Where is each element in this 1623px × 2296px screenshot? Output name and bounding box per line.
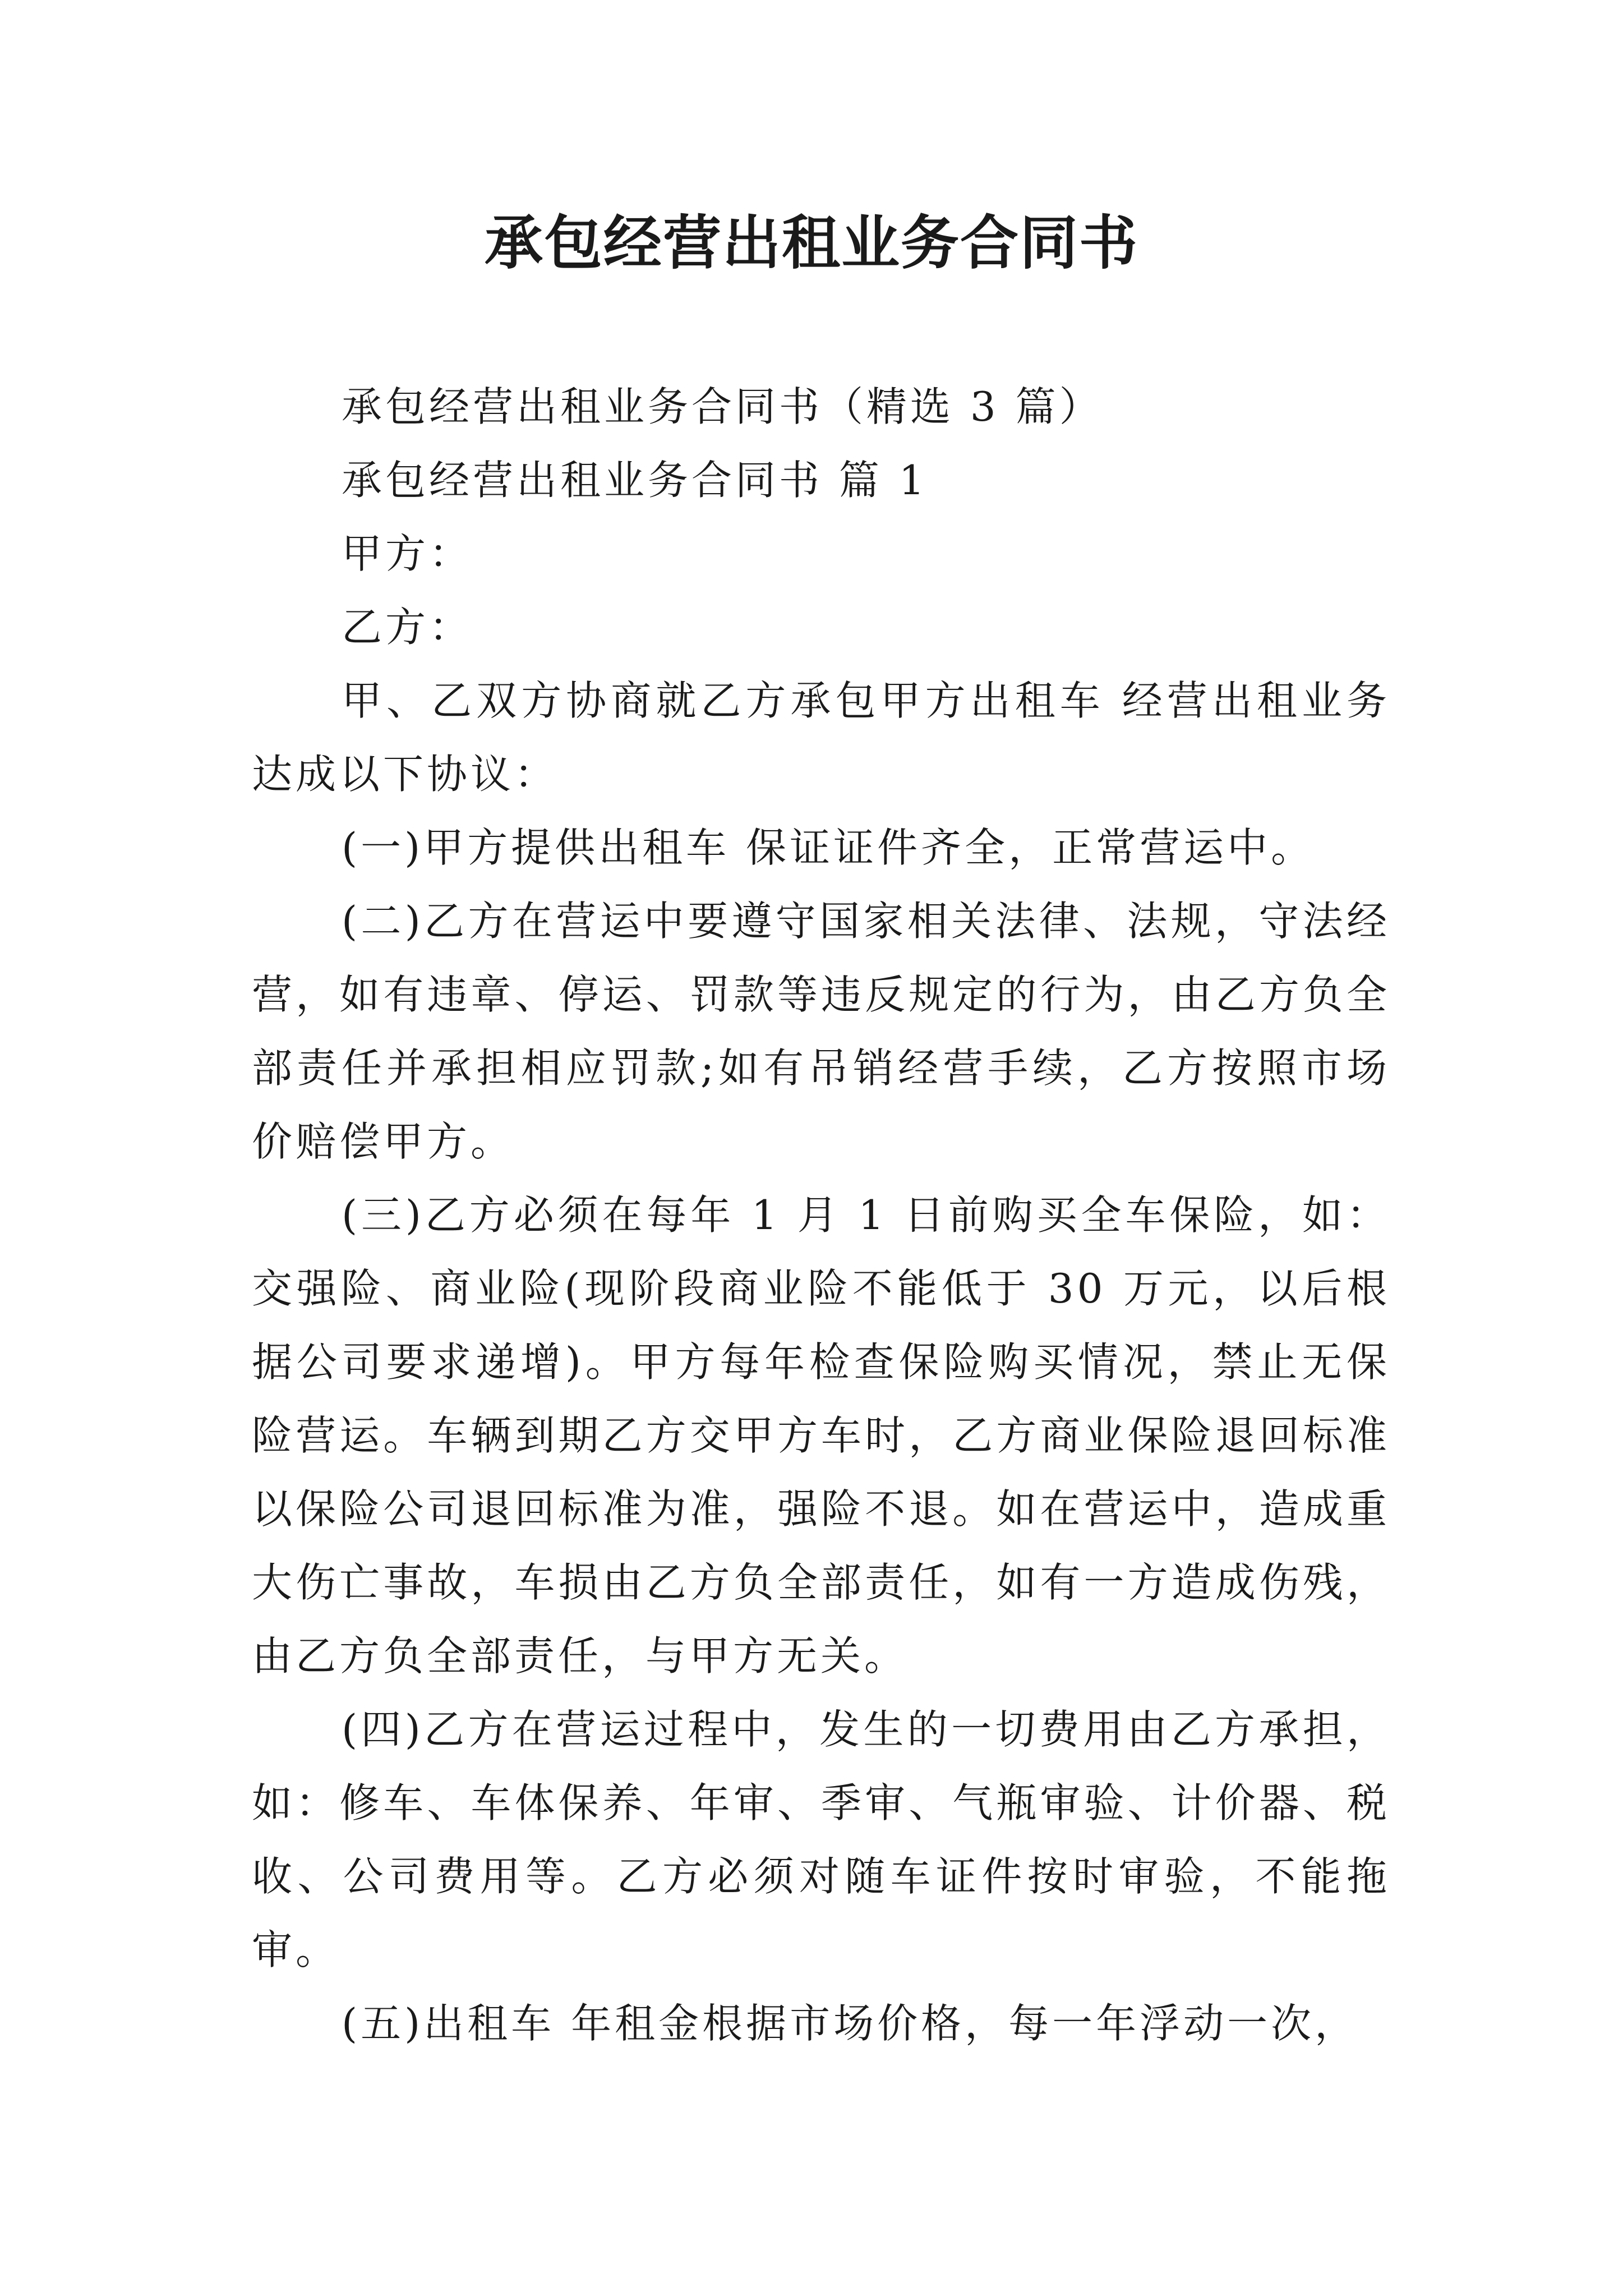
agreement-intro: 甲、乙双方协商就乙方承包甲方出租车 经营出租业务达成以下协议： [252, 677, 1390, 798]
document-body [252, 370, 1390, 2060]
subtitle-paragraph: 承包经营出租业务合同书（精选 3 篇） [342, 383, 1103, 430]
clause-3: (三)乙方必须在每年 1 月 1 日前购买全车保险，如：交强险、商业险(现阶段商业险不能低于 30 万元，以后根据公司要求递增)。甲方每年检查保险购买情况，禁止无保险营运。车辆到期乙方交甲方车时，乙方商业保险退回标准以保险公司退回标准为准，强险不退。如在营运中，造成重大伤亡事故，车损由乙方负全部责任，如有一方造成伤残，由乙方负全部责任，与甲方无关。 [252, 1191, 1390, 1680]
party-a-line: 甲方： [342, 530, 473, 577]
clause-5: (五)出租车 年租金根据市场价格，每一年浮动一次， [342, 2000, 1359, 2047]
section-heading: 承包经营出租业务合同书 篇 1 [342, 457, 928, 504]
document-title: 承包经营出租业务合同书 [484, 208, 1138, 277]
clause-2: (二)乙方在营运中要遵守国家相关法律、法规，守法经营，如有违章、停运、罚款等违反规定的行为，由乙方负全部责任并承担相应罚款;如有吊销经营手续，乙方按照市场价赔偿甲方。 [252, 898, 1390, 1165]
party-b-line: 乙方： [342, 604, 473, 651]
clause-4: (四)乙方在营运过程中，发生的一切费用由乙方承担，如：修车、车体保养、年审、季审、气瓶审验、计价器、税收、公司费用等。乙方必须对随车证件按时审验，不能拖审。 [252, 1706, 1390, 1973]
clause-1: (一)甲方提供出租车 保证证件齐全，正常营运中。 [342, 824, 1315, 871]
